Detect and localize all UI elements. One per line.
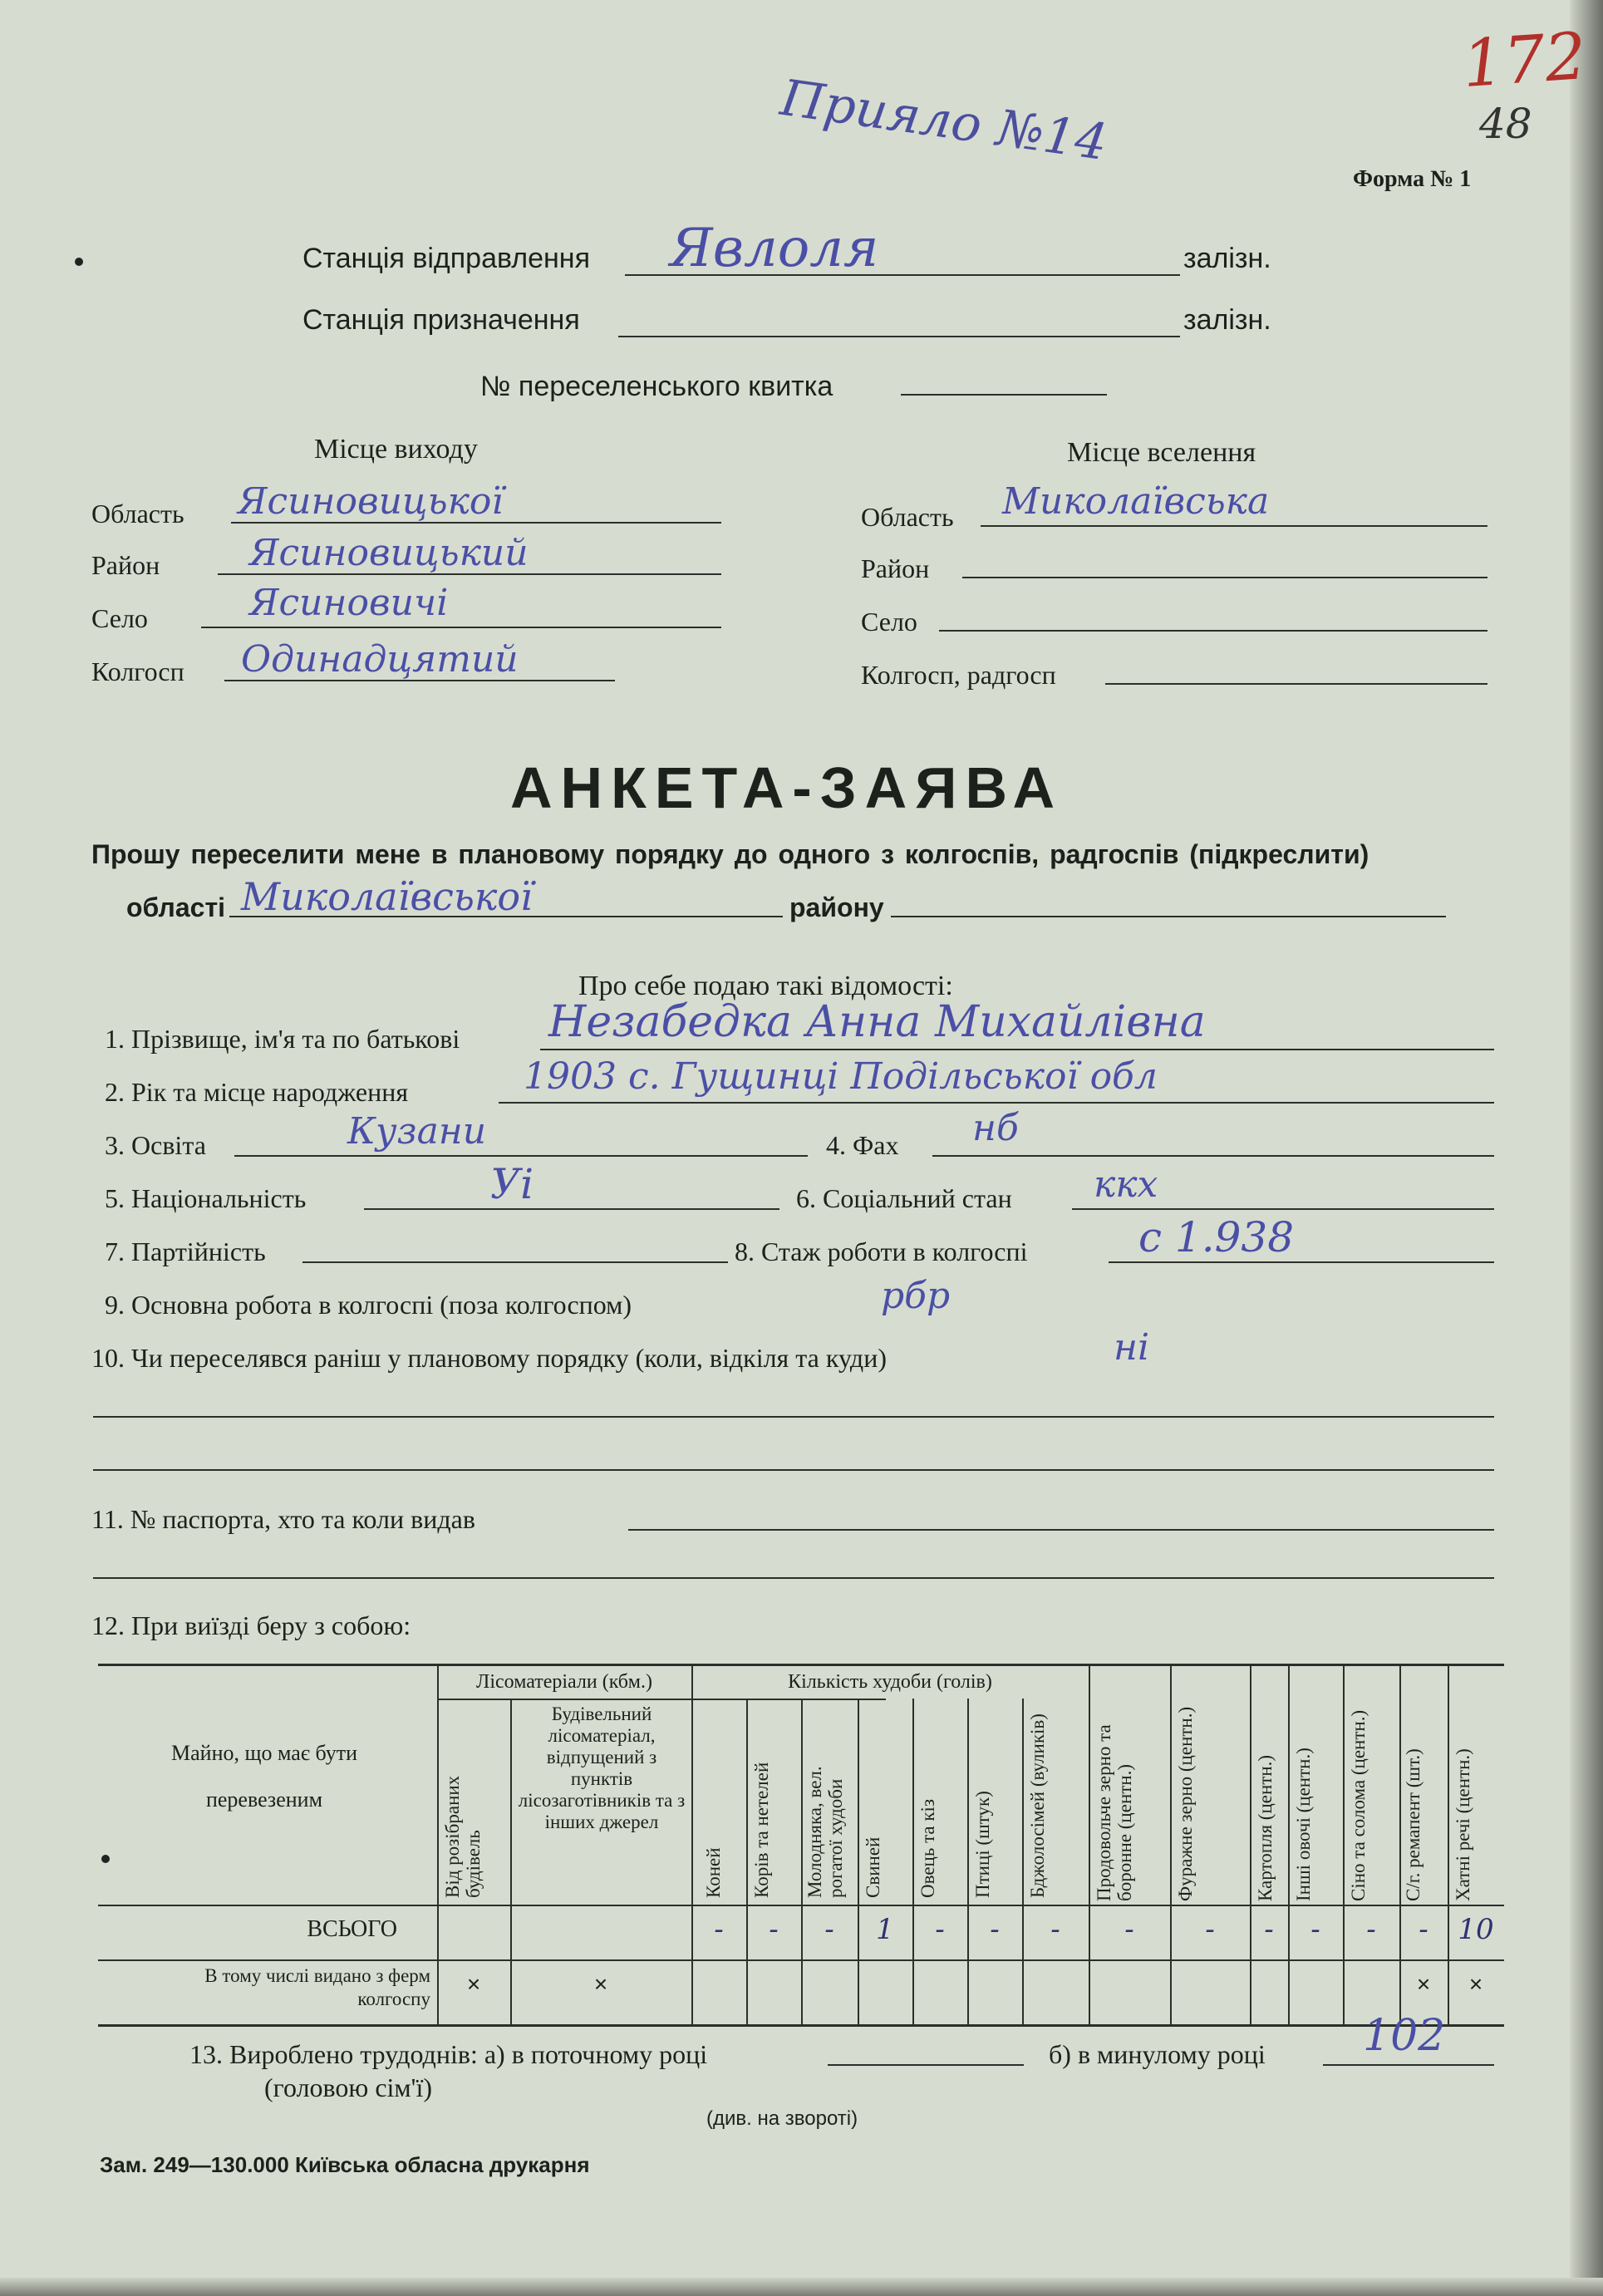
table-vline [1288, 1664, 1290, 2027]
ticket-line [901, 394, 1107, 396]
origin-selo-label: Село [91, 603, 148, 633]
labor-prev-line [1323, 2064, 1494, 2066]
destination-station-line [618, 336, 1180, 337]
table-cell: - [1419, 1913, 1428, 1946]
field-6-value: ккх [1094, 1163, 1158, 1206]
field-4-label: 4. Фах [826, 1130, 899, 1160]
destination-kolhosp-line [1105, 683, 1487, 685]
departure-suffix: залізн. [1183, 243, 1271, 274]
table-cell: - [1050, 1913, 1060, 1946]
table-vline [967, 1699, 969, 2027]
archive-number-ink: 48 [1479, 100, 1532, 148]
field-5-line [364, 1208, 779, 1210]
field-2-label: 2. Рік та місце народження [105, 1077, 409, 1107]
table-cell: - [1124, 1913, 1134, 1946]
origin-heading: Місце виходу [314, 434, 478, 465]
destination-oblast-value: Миколаївська [1002, 480, 1270, 523]
request-line: Прошу переселити мене в плановому порядку до одного з колгоспів, радгоспів (підкреслити) [91, 839, 1369, 869]
row-label-issued: В тому числі видано з ферм колгоспу [204, 1965, 430, 2009]
destination-raion-line [962, 577, 1487, 578]
field-8-label: 8. Стаж роботи в колгоспі [735, 1236, 1028, 1266]
archive-number-red: 172 [1460, 18, 1589, 103]
table-border-top [98, 1664, 1504, 1666]
field-3-label: 3. Освіта [105, 1130, 206, 1160]
origin-selo-value: Ясиновичі [249, 582, 449, 624]
table-vline [858, 1699, 859, 2027]
table-cell: × [1416, 1971, 1431, 1997]
departure-value: Явлоля [670, 218, 879, 279]
table-cell: - [714, 1913, 724, 1946]
request-oblast-label: області [126, 892, 225, 922]
field-9-value: рбр [881, 1275, 951, 1317]
field-4-line [932, 1155, 1494, 1157]
field-8-value: с 1.938 [1138, 1213, 1295, 1261]
col-header-cows: Корів та нетелей [751, 1762, 772, 1898]
col-header-horses: Коней [703, 1847, 724, 1898]
table-vline [691, 1664, 693, 2027]
request-raion-line [891, 916, 1446, 917]
table-cell: - [1366, 1913, 1376, 1946]
table-vline [1022, 1699, 1024, 2027]
table-vline [1343, 1664, 1345, 2027]
about-heading: Про себе подаю такі відомості: [578, 971, 953, 1001]
field-11-line [628, 1529, 1494, 1531]
request-oblast-value: Миколаївської [241, 874, 533, 919]
handwritten-annotation-top: Прияло №14 [777, 68, 1111, 173]
see-back-note: (див. на звороті) [706, 2107, 858, 2130]
field-2-line [499, 1102, 1494, 1104]
field-10-value: ні [1114, 1326, 1150, 1369]
destination-station-suffix: залізн. [1183, 304, 1271, 336]
table-cell: - [1264, 1913, 1274, 1946]
table-cell: × [593, 1971, 608, 1997]
property-table [98, 1664, 1504, 2029]
col-header-poultry: Птиці (штук) [972, 1791, 993, 1898]
field-8-line [1109, 1261, 1494, 1263]
origin-raion-label: Район [91, 550, 160, 580]
origin-raion-value: Ясиновицький [249, 532, 529, 574]
table-cell: - [1205, 1913, 1215, 1946]
field-10-line-2 [93, 1416, 1494, 1418]
page-edge-bottom [0, 2278, 1603, 2296]
col-header-food-grain: Продовольче зерно та боронне (центн.) [1094, 1724, 1135, 1901]
form-number: Форма № 1 [1353, 166, 1472, 192]
col-header-equipment: С/г. ремапент (шт.) [1403, 1748, 1424, 1901]
field-12-label: 12. При виїзді беру з собою: [91, 1610, 411, 1640]
field-7-label: 7. Партійність [105, 1236, 266, 1266]
labor-prev-label: б) в минулому році [1049, 2039, 1266, 2069]
col-header-hay: Сіно та солома (центн.) [1348, 1709, 1369, 1901]
table-group-line [437, 1699, 886, 1700]
labor-sublabel: (головою сім'ї) [264, 2072, 432, 2102]
field-7-line [302, 1261, 728, 1263]
field-3-line [234, 1155, 808, 1157]
destination-selo-line [939, 630, 1487, 632]
labor-current-line [828, 2064, 1024, 2066]
destination-kolhosp-label: Колгосп, радгосп [861, 660, 1056, 690]
labor-label: 13. Вироблено трудоднів: а) в поточному році [189, 2039, 708, 2069]
field-3-value: Кузани [347, 1110, 487, 1153]
table-vline [1170, 1664, 1172, 2027]
destination-raion-label: Район [861, 553, 930, 583]
field-11-label: 11. № паспорта, хто та коли видав [91, 1504, 475, 1534]
destination-selo-label: Село [861, 607, 917, 637]
col-header-lumber: Будівельний лісоматеріал, відпущений з пунктів лісозаготівників та з інших джерел [518, 1704, 686, 1832]
table-cell: × [1468, 1971, 1483, 1997]
table-vline [746, 1699, 748, 2027]
field-1-value: Незабедка Анна Михайлівна [548, 997, 1206, 1047]
col-header-household: Хатні речі (центн.) [1453, 1748, 1473, 1901]
margin-dot [101, 1855, 110, 1863]
origin-selo-line [201, 627, 721, 628]
col-header-bees: Бджолосімей (вуликів) [1027, 1713, 1048, 1898]
printer-imprint: Зам. 249—130.000 Київська обласна друкарня [100, 2152, 590, 2177]
table-cell: - [1310, 1913, 1320, 1946]
table-row-header: Майно, що має бути перевезеним [171, 1741, 357, 1812]
field-6-line [1072, 1208, 1494, 1210]
request-raion-label: району [789, 892, 884, 922]
field-6-label: 6. Соціальний стан [796, 1183, 1012, 1213]
field-5-label: 5. Національність [105, 1183, 307, 1213]
labor-prev-value: 102 [1363, 2011, 1446, 2061]
origin-kolhosp-label: Колгосп [91, 656, 184, 686]
field-10-line-3 [93, 1469, 1494, 1471]
field-5-value: Уі [490, 1160, 534, 1208]
page-edge-right [1570, 0, 1603, 2296]
destination-oblast-label: Область [861, 502, 954, 532]
margin-dot [75, 258, 83, 266]
destination-oblast-line [981, 525, 1487, 527]
departure-label: Станція відправлення [302, 243, 590, 274]
table-vline [1250, 1664, 1251, 2027]
table-cell: - [824, 1913, 834, 1946]
field-4-value: нб [972, 1107, 1019, 1149]
field-9-label: 9. Основна робота в колгоспі (поза колгоспом) [105, 1290, 632, 1320]
field-1-label: 1. Прізвище, ім'я та по батькові [105, 1024, 460, 1054]
col-header-vegetables: Інші овочі (центн.) [1293, 1748, 1314, 1901]
col-header-young-cattle: Молодняка, вел. рогатої худоби [804, 1766, 846, 1898]
table-cell: 1 [876, 1913, 894, 1946]
table-cell: 10 [1458, 1913, 1494, 1946]
field-1-line [540, 1049, 1494, 1050]
destination-station-label: Станція призначення [302, 304, 580, 336]
form-title: АНКЕТА-ЗАЯВА [510, 755, 1064, 820]
col-header-pigs: Свиней [863, 1836, 883, 1898]
origin-oblast-value: Ясиновицької [238, 480, 504, 523]
table-vline [1089, 1664, 1090, 2027]
col-header-fodder: Фуражне зерно (центн.) [1175, 1706, 1196, 1901]
table-vline [912, 1699, 914, 2027]
row-label-total: ВСЬОГО [307, 1916, 397, 1942]
table-cell: - [990, 1913, 1000, 1946]
ticket-label: № переселенського квитка [480, 371, 833, 402]
origin-oblast-label: Область [91, 499, 184, 529]
table-cell: - [935, 1913, 945, 1946]
col-header-potatoes: Картопля (центн.) [1255, 1754, 1276, 1901]
table-cell: - [769, 1913, 779, 1946]
field-10-label: 10. Чи переселявся раніш у плановому порядку (коли, відкіля та куди) [91, 1343, 887, 1373]
col-header-dismantled: Від розібраних будівель [442, 1775, 484, 1898]
origin-kolhosp-value: Одинадцятий [241, 638, 519, 681]
table-group-lumber: Лісоматеріали (кбм.) [476, 1671, 652, 1693]
destination-heading: Місце вселення [1067, 437, 1256, 468]
table-cell: × [466, 1971, 481, 1997]
field-11-line-2 [93, 1577, 1494, 1579]
col-header-sheep: Овець та кіз [917, 1798, 938, 1898]
field-2-value: 1903 с. Гущинці Подільської обл [524, 1055, 1158, 1098]
table-group-livestock: Кількість худоби (голів) [788, 1671, 992, 1693]
table-vline [801, 1699, 803, 2027]
